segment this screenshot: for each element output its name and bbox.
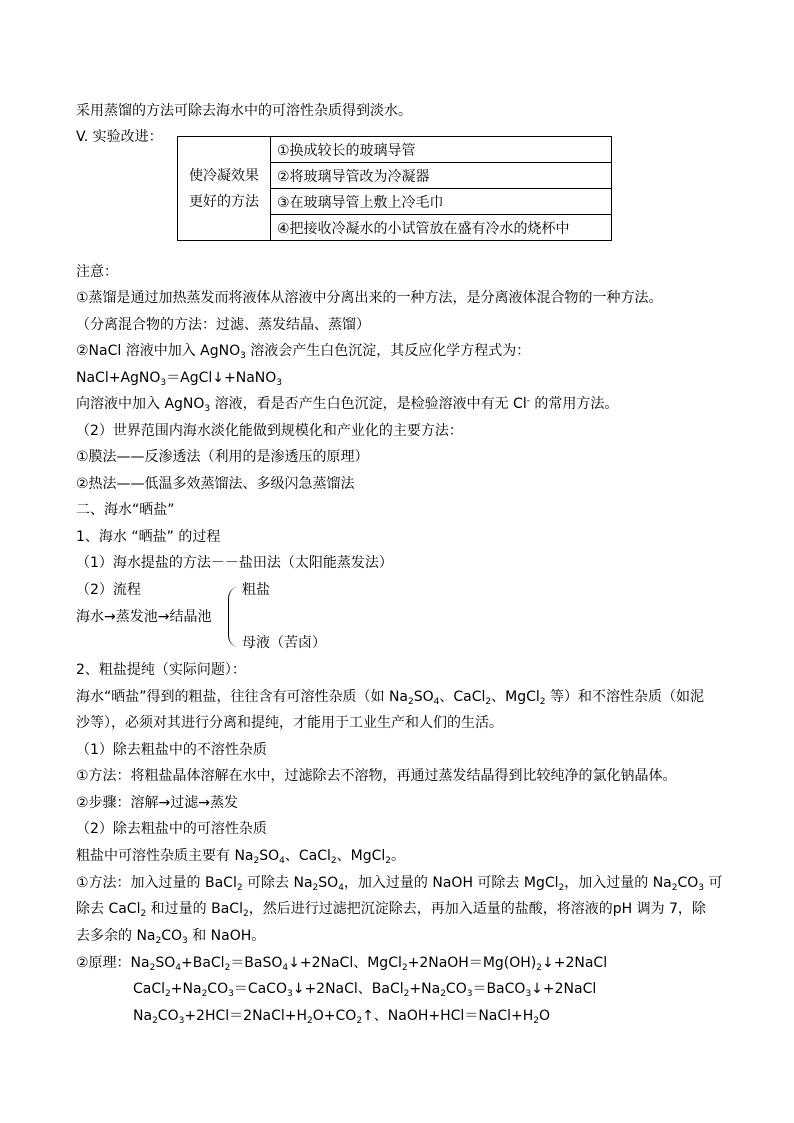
brace-shape [228,587,241,647]
section-heading: V. 实验改进： [76,129,163,145]
flow-top: 粗盐 [242,582,270,598]
formula-text: 去多余的 Na [76,928,156,944]
text-line: 向溶液中加入 AgNO$_3$ 溶液，看是否产生白色沉淀，是检验溶液中有无 Cl- 的常用方法。 [76,396,619,414]
formula-text: ＝BaCO [472,981,526,997]
subscript: 2 [155,936,162,946]
formula-text: CO [161,928,183,944]
subscript: 4 [338,883,344,893]
subscript: 2 [558,883,565,893]
text-line: ②步骤：溶解→过滤→蒸发 [76,795,239,811]
subscript: 2 [440,989,446,999]
equation-line: NaCl+AgNO$_3$＝AgCl↓+NaNO$_3$ [76,370,283,388]
subscript: 2 [401,963,408,973]
formula-text: CO [207,981,229,997]
subscript: 3 [178,1016,185,1026]
table-cell: ①换成较长的玻璃导管 [271,137,612,163]
equation-line [76,954,607,972]
subscript: 3 [525,989,532,999]
text-line: （2）除去粗盐中的可溶性杂质 [76,821,267,837]
subscript: 3 [228,989,234,999]
formula-text: CO [677,875,699,891]
formula-text: SO [318,875,339,891]
table-cell: ③在玻璃导管上敷上冷毛巾 [271,189,612,215]
subscript: 2 [536,963,543,973]
text-line: 沙等），必须对其进行分离和提纯，才能用于工业生产和人们的生活。 [76,715,503,731]
subsection-heading: 2、粗盐提纯（实际问题）： [76,662,246,678]
subscript: 3 [182,936,188,946]
table-cell: ②将玻璃导管改为冷凝器 [271,163,612,189]
note-heading: 注意： [76,264,118,280]
formula-text: ＝CaCO [233,981,287,997]
text-line [76,874,722,892]
flow-left: 海水→蒸发池→结晶池 [76,609,212,625]
formula-text: ②原理：Na [76,955,150,971]
formula-text: ＝BaSO [230,955,283,971]
subscript: 4 [175,963,181,973]
subscript: 3 [698,883,705,893]
text-line [76,927,265,945]
subscript: 2 [312,883,319,893]
formula-text: ，加入过量的 NaOH 可除去 MgCl [343,875,559,891]
formula-text: +2HCl＝2NaCl+H [184,1008,308,1024]
improvement-table [177,136,612,241]
subscript: 2 [242,909,249,919]
formula-text: SO [155,955,176,971]
text-line: （2）流程 [76,582,141,598]
subscript: 2 [671,883,678,893]
text-line: 海水“晒盐”得到的粗盐，往往含有可溶性杂质（如 $Na_2SO_4$、CaCl$_2$、MgCl$_2$ 等）和不溶性杂质（如泥 [76,689,704,707]
table-cell: ④把接收冷凝水的小试管放在盛有冷水的烧杯中 [271,215,612,241]
text-line: （1）除去粗盐中的不溶性杂质 [76,742,267,758]
text-line: （1）海水提盐的方法－－盐田法（太阳能蒸发法） [76,555,393,571]
subscript: 2 [140,909,147,919]
subscript: 2 [165,989,171,999]
formula-text: 除去 CaCl [76,901,141,917]
table-left-cell: 使冷凝效果 更好的方法 [178,137,271,241]
section-heading: 二、海水“晒盐” [76,502,175,518]
formula-text: 和 NaOH。 [187,928,266,944]
formula-text: 可 [704,875,723,891]
formula-text: CO [157,1008,179,1024]
formula-text: ↓+2NaCl [531,981,597,997]
formula-text: +Na [170,981,202,997]
text-line [76,900,706,918]
formula-text: CaCl [133,981,166,997]
text-line: ②NaCl 溶液中加入 AgNO$_3$ 溶液会产生白色沉淀，其反应化学方程式为： [76,343,531,361]
formula-text: ↓+2NaCl、BaCl [292,981,404,997]
formula-text: Na [133,1008,153,1024]
text-line: ①膜法——反渗透法（利用的是渗透压的原理） [76,449,369,465]
subscript: 2 [356,1016,363,1026]
subscript: 2 [403,989,410,999]
subscript: 2 [152,1016,158,1026]
subscript: 2 [224,963,231,973]
equation-line [133,1007,550,1025]
text-line: ①方法：将粗盐晶体溶解在水中，过滤除去不溶物，再通过蒸发结晶得到比较纯净的氯化钠晶体。 [76,768,677,784]
subscript: 2 [236,883,243,893]
formula-text: ，加入过量的 Na [564,875,672,891]
subscript: 3 [286,989,293,999]
formula-text: 可除去 Na [242,875,313,891]
formula-text: ↑、NaOH+HCl＝NaCl+H [362,1008,534,1024]
formula-text: ↓+2NaCl [542,955,608,971]
formula-text: 和过量的 BaCl [146,901,243,917]
subscript: 2 [533,1016,540,1026]
formula-text: ↓+2NaCl、MgCl [288,955,402,971]
subscript: 2 [307,1016,313,1026]
text-line: （2）世界范围内海水淡化能做到规模化和产业化的主要方法： [76,423,463,439]
text-line: ②热法——低温多效蒸馏法、多级闪急蒸馏法 [76,476,355,492]
formula-text: +2NaOH＝Mg(OH) [407,955,537,971]
text-line: 粗盐中可溶性杂质主要有 $Na_2SO_4$、CaCl$_2$、MgCl$_2$。 [76,848,406,866]
formula-text: CO [445,981,467,997]
formula-text: +BaCl [180,955,225,971]
equation-line [133,980,596,998]
text-line: ①蒸馏是通过加热蒸发而将液体从溶液中分离出来的一种方法，是分离液体混合物的一种方法。 [76,290,663,306]
formula-text: O [539,1008,551,1024]
subscript: 4 [282,963,289,973]
text-line: 采用蒸馏的方法可除去海水中的可溶性杂质得到淡水。 [76,103,412,119]
text-line: （分离混合物的方法：过滤、蒸发结晶、蒸馏） [76,317,370,333]
flow-bottom: 母液（苦卤） [242,635,326,651]
subsection-heading: 1、海水 “晒盐” 的过程 [76,529,221,545]
formula-text: ①方法：加入过量的 BaCl [76,875,237,891]
subscript: 3 [466,989,473,999]
formula-text: ，然后进行过滤把沉淀除去，再加入适量的盐酸，将溶液的pH 调为 7，除 [248,901,706,917]
formula-text: O+CO [312,1008,357,1024]
formula-text: +Na [409,981,441,997]
subscript: 2 [149,963,156,973]
subscript: 2 [201,989,208,999]
